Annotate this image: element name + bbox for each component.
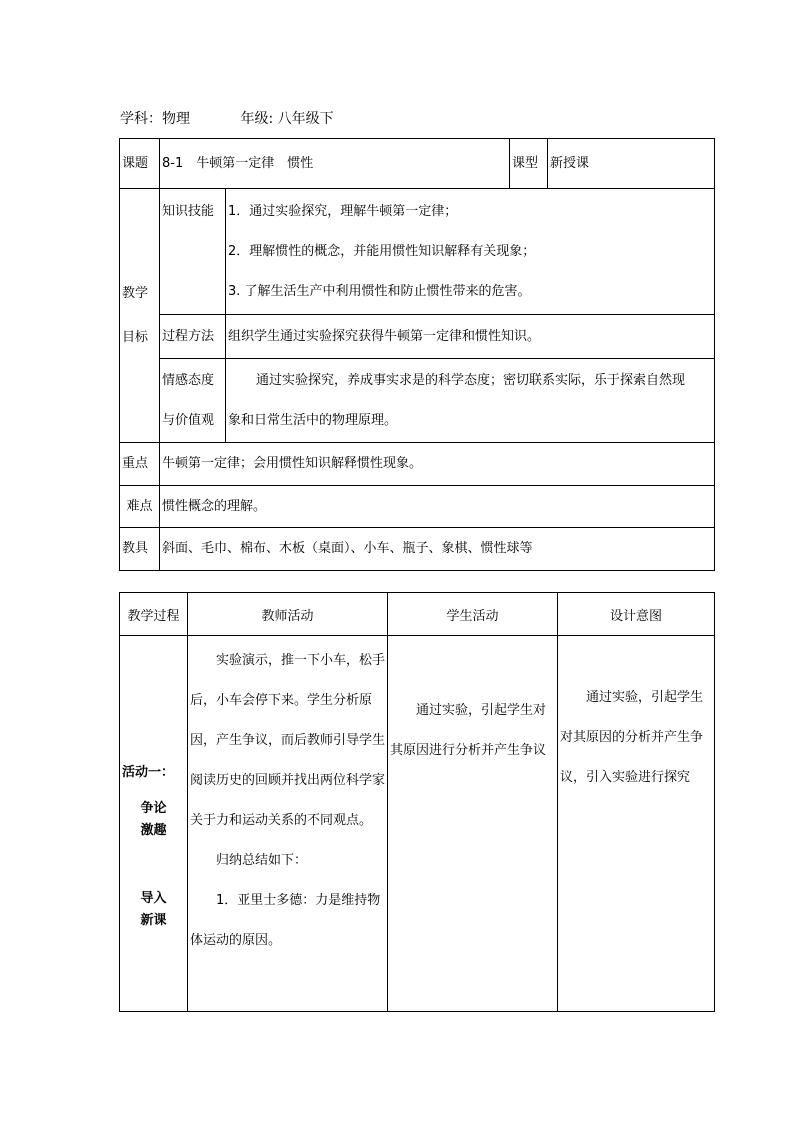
difficulty-label: 难点 <box>120 486 160 528</box>
difficulty-value: 惯性概念的理解。 <box>160 486 715 528</box>
student-activity-cell <box>388 636 558 1012</box>
knowledge-value <box>226 189 715 315</box>
teaching-process-table <box>119 592 715 1012</box>
activity-one-row <box>120 636 715 1012</box>
activity-sub2 <box>122 888 185 932</box>
grade-label: 年级: 八年级下 <box>240 111 334 127</box>
header-student-activity: 学生活动 <box>388 593 558 636</box>
design-intent-text: 通过实验，引起学生对其原因的分析并产生争议，引入实验进行探究 <box>560 690 704 785</box>
tools-label: 教具 <box>120 528 160 571</box>
activity-sub1 <box>122 798 185 842</box>
key-points-row <box>120 443 715 486</box>
header-teaching-process: 教学过程 <box>120 593 188 636</box>
topic-row <box>120 139 715 189</box>
tools-value: 斜面、毛巾、棉布、木板（桌面）、小车、瓶子、象棋、惯性球等 <box>160 528 715 571</box>
activity-title: 活动一： <box>122 765 175 780</box>
teacher-paragraph-3: 1．亚里士多德：力是维持物体运动的原因。 <box>190 893 381 948</box>
emotion-line-2: 象和日常生活中的物理原理。 <box>228 412 398 428</box>
goals-label-line1: 教学 <box>122 285 149 301</box>
header-design-intent: 设计意图 <box>558 593 715 636</box>
knowledge-item-2: 2．理解惯性的概念，并能用惯性知识解释有关现象； <box>228 244 536 259</box>
activity-sub1-line2: 激趣 <box>140 823 167 838</box>
teacher-activity-cell <box>188 636 388 1012</box>
difficulty-row <box>120 486 715 528</box>
knowledge-item-3: 3. 了解生活生产中利用惯性和防止惯性带来的危害。 <box>228 284 531 299</box>
knowledge-row <box>120 189 715 315</box>
goals-label <box>120 189 160 443</box>
process-method-row <box>120 315 715 359</box>
emotion-label-line1: 情感态度 <box>162 372 215 388</box>
process-header-row <box>120 593 715 636</box>
design-intent-cell <box>558 636 715 1012</box>
activity-sub1-line1: 争论 <box>140 801 167 816</box>
type-value: 新授课 <box>548 139 715 189</box>
activity-cell <box>120 636 188 1012</box>
emotion-label <box>160 359 226 443</box>
tools-row <box>120 528 715 571</box>
header-teacher-activity: 教师活动 <box>188 593 388 636</box>
document-header <box>120 109 334 129</box>
teacher-paragraph-2: 归纳总结如下： <box>216 853 308 868</box>
knowledge-item-1: 1．通过实验探究，理解牛顿第一定律； <box>228 204 458 219</box>
key-points-label: 重点 <box>120 443 160 486</box>
topic-value: 8-1 牛顿第一定律 惯性 <box>160 139 510 189</box>
process-method-value: 组织学生通过实验探究获得牛顿第一定律和惯性知识。 <box>226 315 715 359</box>
emotion-label-line2: 与价值观 <box>162 412 215 428</box>
knowledge-label: 知识技能 <box>160 189 226 315</box>
activity-sub2-line1: 导入 <box>140 891 167 906</box>
student-activity-text: 通过实验，引起学生对其原因进行分析并产生争议 <box>390 703 547 758</box>
activity-sub2-line2: 新课 <box>140 913 167 928</box>
process-method-label: 过程方法 <box>160 315 226 359</box>
goals-label-line2: 目标 <box>122 329 149 345</box>
emotion-value <box>226 359 715 443</box>
subject-label: 学科：物理 <box>120 111 190 127</box>
topic-label: 课题 <box>120 139 160 189</box>
key-points-value: 牛顿第一定律；会用惯性知识解释惯性现象。 <box>160 443 715 486</box>
teacher-paragraph-1: 实验演示，推一下小车，松手后，小车会停下来。学生分析原因，产生争议，而后教师引导学生阅读历史的回顾并找出两位科学家关于力和运动关系的不同观点。 <box>190 653 386 828</box>
emotion-row <box>120 359 715 443</box>
emotion-line-1: 通过实验探究，养成事实求是的科学态度；密切联系实际，乐于探索自然现 <box>256 372 686 388</box>
lesson-info-table <box>119 138 715 571</box>
type-label: 课型 <box>510 139 548 189</box>
